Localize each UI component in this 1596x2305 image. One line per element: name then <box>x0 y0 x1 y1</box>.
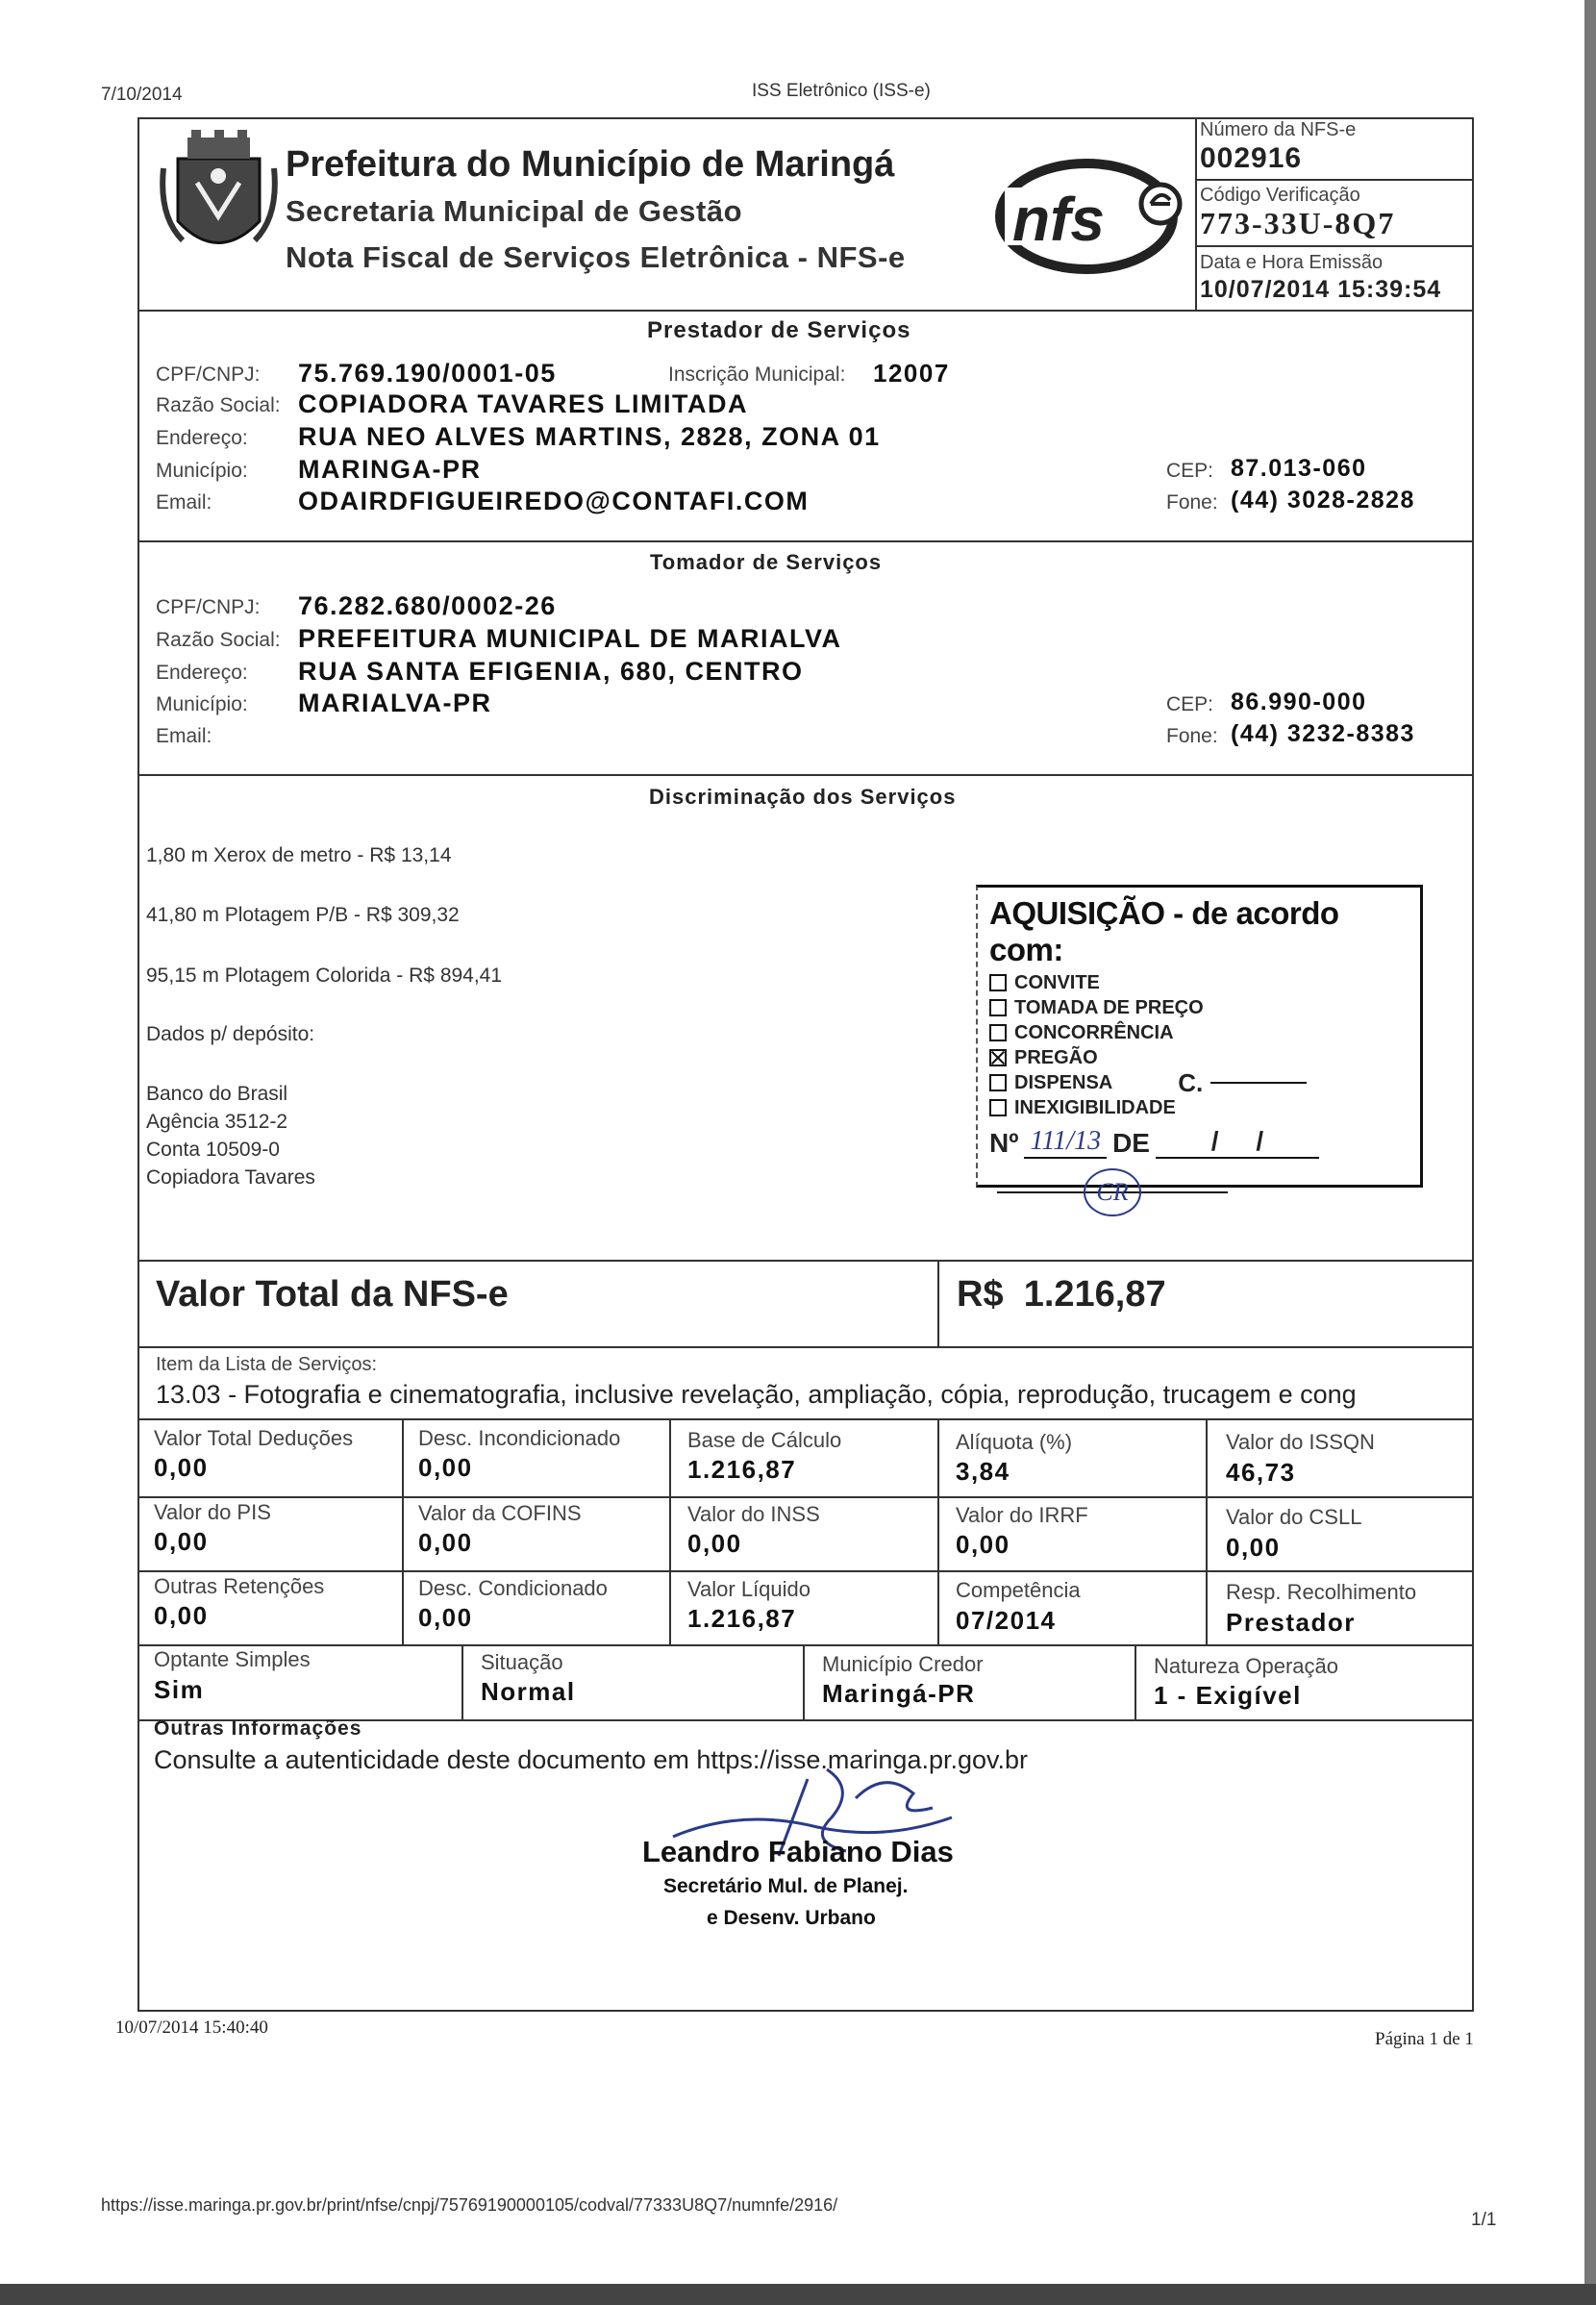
cell-label: Outras Retenções <box>154 1574 325 1598</box>
cell-value: 3,84 <box>956 1457 1010 1486</box>
signatory-role-2: e Desenv. Urbano <box>707 1907 876 1929</box>
tomador-municipio: MARIALVA-PR <box>298 689 492 717</box>
tomador-cep: 86.990-000 <box>1231 689 1367 715</box>
stamp-number-prefix: Nº <box>989 1128 1019 1158</box>
bank-line: Agência 3512-2 <box>146 1111 288 1133</box>
codigo-label: Código Verificação <box>1200 185 1360 206</box>
total-label: Valor Total da NFS-e <box>156 1274 509 1315</box>
emissao-value: 10/07/2014 15:39:54 <box>1200 276 1442 303</box>
bank-line: Copiadora Tavares <box>146 1166 315 1189</box>
bank-line: Conta 10509-0 <box>146 1139 280 1161</box>
cell-value: 0,00 <box>1226 1533 1281 1562</box>
city-coat-of-arms <box>159 130 279 269</box>
print-title: ISS Eletrônico (ISS-e) <box>752 81 931 101</box>
stamp-option: TOMADA DE PREÇO <box>989 995 1409 1020</box>
cell-label: Natureza Operação <box>1154 1654 1338 1678</box>
cell-label: Desc. Condicionado <box>418 1576 608 1600</box>
stamp-handwritten-number: 111/13 <box>1024 1126 1107 1159</box>
service-line: 41,80 m Plotagem P/B - R$ 309,32 <box>146 904 460 926</box>
prestador-cnpj: 75.769.190/0001-05 <box>298 359 557 388</box>
tomador-email-label: Email: <box>156 725 212 747</box>
service-line: 1,80 m Xerox de metro - R$ 13,14 <box>146 844 452 866</box>
cell-label: Alíquota (%) <box>956 1430 1073 1454</box>
cell-value: 0,00 <box>418 1603 473 1632</box>
deposit-heading: Dados p/ depósito: <box>146 1023 315 1045</box>
tomador-cep-label: CEP: <box>1166 693 1214 715</box>
prestador-municipio: MARINGA-PR <box>298 455 482 484</box>
cell-label: Valor do CSLL <box>1226 1505 1362 1529</box>
cell-value: Normal <box>481 1677 576 1706</box>
tomador-title: Tomador de Serviços <box>650 550 883 574</box>
tomador-fone-label: Fone: <box>1166 725 1218 747</box>
cell-label: Valor do ISSQN <box>1226 1430 1375 1454</box>
cell-label: Desc. Incondicionado <box>418 1426 621 1450</box>
print-timestamp: 10/07/2014 15:40:40 <box>115 2017 268 2038</box>
emissao-label: Data e Hora Emissão <box>1200 252 1384 273</box>
cell-value: 07/2014 <box>956 1606 1057 1635</box>
cell-label: Município Credor <box>822 1652 984 1676</box>
prestador-title: Prestador de Serviços <box>647 317 911 343</box>
stamp-title: AQUISIÇÃO - de acordo com: <box>989 895 1339 967</box>
prestador-end-label: Endereço: <box>156 427 248 449</box>
item-lista-label: Item da Lista de Serviços: <box>156 1354 378 1375</box>
cell-label: Valor do PIS <box>154 1500 271 1524</box>
prestador-im: 12007 <box>873 359 950 388</box>
prestador-endereco: RUA NEO ALVES MARTINS, 2828, ZONA 01 <box>298 422 881 451</box>
prestador-razao: COPIADORA TAVARES LIMITADA <box>298 389 748 418</box>
prestador-cnpj-label: CPF/CNPJ: <box>156 363 261 386</box>
checkbox-icon <box>989 974 1007 991</box>
cell-value: 1.216,87 <box>687 1455 797 1484</box>
cell-value: Maringá-PR <box>822 1679 976 1708</box>
signatory-role: Secretário Mul. de Planej. <box>663 1875 909 1897</box>
dept-name: Secretaria Municipal de Gestão <box>286 194 743 228</box>
cell-value: 0,00 <box>418 1453 473 1482</box>
prestador-fone: (44) 3028-2828 <box>1231 487 1415 514</box>
tomador-cnpj-label: CPF/CNPJ: <box>156 596 261 618</box>
tomador-razao-label: Razão Social: <box>156 629 281 651</box>
scan-edge <box>0 2284 1596 2305</box>
checked-checkbox-icon <box>989 1049 1007 1066</box>
prestador-email: ODAIRDFIGUEIREDO@CONTAFI.COM <box>298 487 810 515</box>
cell-value: 0,00 <box>154 1601 209 1630</box>
cell-label: Valor do IRRF <box>956 1503 1088 1527</box>
cell-value: 0,00 <box>154 1527 209 1556</box>
bank-line: Banco do Brasil <box>146 1083 288 1105</box>
outras-text: Consulte a autenticidade deste documento em https://isse.maringa.pr.gov.br <box>154 1745 1029 1774</box>
cell-label: Resp. Recolhimento <box>1226 1580 1417 1604</box>
signatory-name: Leandro Fabiano Dias <box>642 1835 954 1868</box>
service-line: 95,15 m Plotagem Colorida - R$ 894,41 <box>146 965 503 987</box>
discriminacao-title: Discriminação dos Serviços <box>649 785 957 809</box>
tomador-cnpj: 76.282.680/0002-26 <box>298 591 557 620</box>
cell-value: Sim <box>154 1675 205 1704</box>
nfse-logo <box>995 144 1187 279</box>
cell-value: 0,00 <box>687 1529 742 1558</box>
prestador-fone-label: Fone: <box>1166 491 1218 514</box>
prestador-mun-label: Município: <box>156 460 248 482</box>
stamp-option: DISPENSA C. <box>989 1070 1409 1095</box>
checkbox-icon <box>989 1074 1007 1091</box>
cell-label: Optante Simples <box>154 1647 311 1671</box>
stamp-option: CONCORRÊNCIA <box>989 1020 1409 1045</box>
cell-value: 1.216,87 <box>687 1604 797 1633</box>
stamp-de-label: DE <box>1112 1128 1150 1158</box>
cell-label: Valor do INSS <box>687 1502 820 1526</box>
tomador-razao: PREFEITURA MUNICIPAL DE MARIALVA <box>298 624 842 653</box>
checkbox-icon <box>989 999 1007 1016</box>
stamp-option-selected: PREGÃO <box>989 1045 1409 1070</box>
tomador-endereco: RUA SANTA EFIGENIA, 680, CENTRO <box>298 657 804 686</box>
numero-label: Número da NFS-e <box>1200 119 1357 140</box>
prestador-cep-label: CEP: <box>1166 460 1214 482</box>
stamp-initials: CR <box>1084 1168 1141 1216</box>
doc-type: Nota Fiscal de Serviços Eletrônica - NFS-e <box>286 240 906 274</box>
prestador-cep: 87.013-060 <box>1231 455 1367 482</box>
prestador-email-label: Email: <box>156 491 212 514</box>
cell-label: Valor Total Deduções <box>154 1426 354 1450</box>
total-value: R$ 1.216,87 <box>957 1274 1166 1315</box>
stamp-option: INEXIGIBILIDADE <box>989 1095 1409 1120</box>
tomador-end-label: Endereço: <box>156 662 248 684</box>
prestador-im-label: Inscrição Municipal: <box>668 363 846 386</box>
cell-label: Valor Líquido <box>687 1577 811 1601</box>
cell-value: 0,00 <box>418 1528 473 1557</box>
scan-edge <box>1584 0 1596 2305</box>
cell-value: 1 - Exigível <box>1154 1681 1302 1710</box>
org-name: Prefeitura do Município de Maringá <box>286 144 895 185</box>
stamp-c-label: C. <box>1178 1068 1204 1097</box>
stamp-number-line: Nº 111/13 DE / / <box>989 1126 1409 1159</box>
cell-label: Valor da COFINS <box>418 1501 582 1525</box>
cell-value: Prestador <box>1226 1608 1356 1637</box>
print-date: 7/10/2014 <box>101 85 183 105</box>
cell-label: Competência <box>956 1578 1081 1602</box>
cell-value: 0,00 <box>956 1530 1010 1559</box>
print-url: https://isse.maringa.pr.gov.br/print/nfse/cnpj/75769190000105/codval/77333U8Q7/numnfe/2916/ <box>101 2195 838 2215</box>
print-pages: 1/1 <box>1471 2210 1497 2230</box>
page-number: Página 1 de 1 <box>1375 2029 1474 2049</box>
tomador-mun-label: Município: <box>156 693 248 715</box>
tomador-fone: (44) 3232-8383 <box>1231 720 1415 747</box>
stamp-option: CONVITE <box>989 970 1409 995</box>
cell-value: 0,00 <box>154 1453 209 1482</box>
cell-value: 46,73 <box>1226 1458 1296 1487</box>
outras-label: Outras Informações <box>154 1717 362 1740</box>
nfse-logo-text: nfs <box>1012 185 1105 254</box>
numero-value: 002916 <box>1200 142 1303 174</box>
checkbox-icon <box>989 1099 1007 1116</box>
codigo-value: 773-33U-8Q7 <box>1200 206 1396 240</box>
prestador-razao-label: Razão Social: <box>156 394 281 416</box>
item-lista-value: 13.03 - Fotografia e cinematografia, inclusive revelação, ampliação, cópia, reprodução, trucagem e cong <box>156 1380 1357 1409</box>
acquisition-stamp <box>976 885 1423 1206</box>
cell-label: Base de Cálculo <box>687 1428 842 1452</box>
cell-label: Situação <box>481 1650 563 1674</box>
checkbox-icon <box>989 1024 1007 1041</box>
